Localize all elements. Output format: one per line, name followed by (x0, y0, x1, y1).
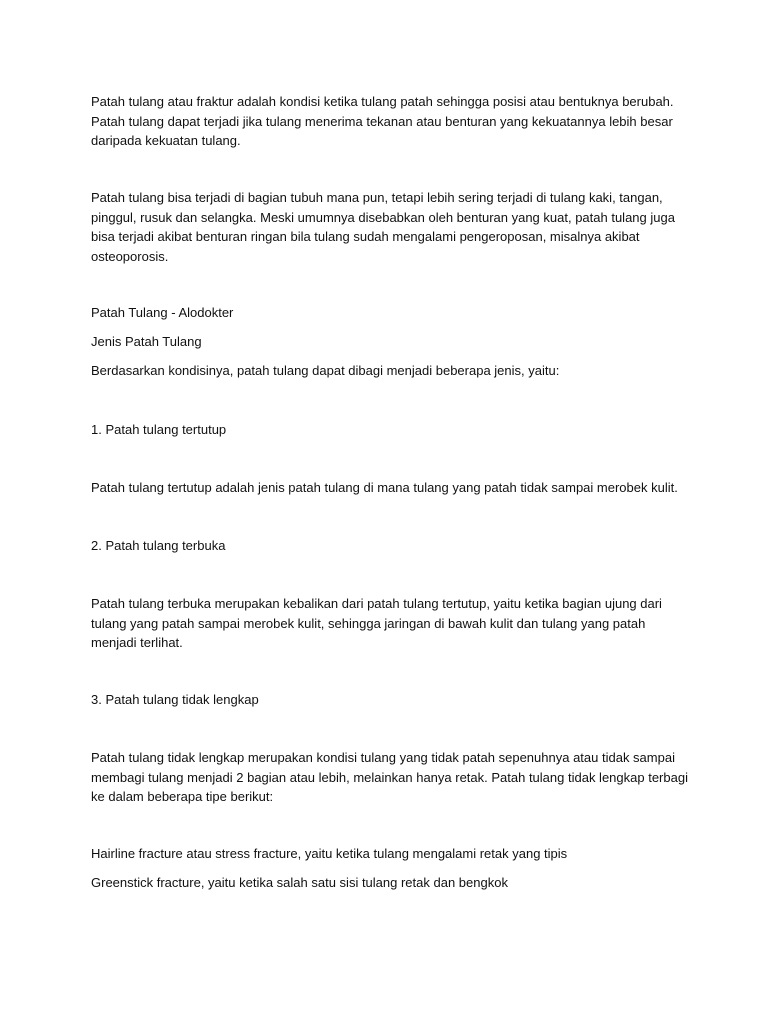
item3-title (91, 690, 691, 710)
text-line: membagi tulang menjadi 2 bagian atau lebih, melainkan hanya retak. Patah tulang tidak lengkap terbagi (91, 769, 688, 785)
text-line: 3. Patah tulang tidak lengkap (91, 692, 259, 707)
text-line: menjadi terlihat. (91, 635, 183, 650)
paragraph-intro (91, 92, 691, 151)
text-line: pinggul, rusuk dan selangka. Meski umumnya disebabkan oleh benturan yang kuat, patah tulang juga (91, 209, 675, 225)
text-line: daripada kekuatan tulang. (91, 133, 241, 148)
text-line: bisa terjadi akibat benturan ringan bila tulang sudah mengalami pengeroposan, misalnya akibat (91, 229, 640, 244)
text-line: Greenstick fracture, yaitu ketika salah satu sisi tulang retak dan bengkok (91, 875, 508, 890)
text-line: Patah tulang atau fraktur adalah kondisi ketika tulang patah sehingga posisi atau bentuknya berubah. (91, 94, 674, 109)
text-line: Patah tulang tidak lengkap merupakan kondisi tulang yang tidak patah sepenuhnya atau tidak sampai (91, 750, 675, 765)
text-line: 2. Patah tulang terbuka (91, 538, 226, 553)
paragraph-location (91, 188, 691, 266)
item3-desc (91, 748, 691, 807)
type-hairline (91, 844, 691, 864)
text-line: 1. Patah tulang tertutup (91, 422, 227, 437)
item2-desc (91, 594, 691, 653)
item1-desc (91, 478, 691, 498)
text-line: osteoporosis. (91, 248, 169, 264)
text-line: Patah tulang tertutup adalah jenis patah tulang di mana tulang yang patah tidak sampai merobek kulit. (91, 480, 678, 495)
text-line: Patah tulang bisa terjadi di bagian tubuh mana pun, tetapi lebih sering terjadi di tulang kaki, tangan, (91, 190, 663, 205)
text-line: Jenis Patah Tulang (91, 334, 202, 349)
type-greenstick (91, 873, 691, 893)
text-line: Patah tulang terbuka merupakan kebalikan dari patah tulang tertutup, yaitu ketika bagian ujung dari (91, 596, 662, 611)
text-line: Berdasarkan kondisinya, patah tulang dapat dibagi menjadi beberapa jenis, yaitu: (91, 363, 560, 378)
item2-title (91, 536, 691, 556)
source-line (91, 303, 691, 323)
item1-title (91, 420, 691, 440)
text-line: tulang yang patah sampai merobek kulit, sehingga jaringan di bawah kulit dan tulang yang patah (91, 615, 646, 631)
paragraph-intro-jenis (91, 361, 691, 381)
text-line: Patah Tulang - Alodokter (91, 305, 234, 320)
text-line: Hairline fracture atau stress fracture, yaitu ketika tulang mengalami retak yang tipis (91, 846, 568, 861)
heading-jenis (91, 332, 691, 352)
text-line: Patah tulang dapat terjadi jika tulang menerima tekanan atau benturan yang kekuatannya lebih besar (91, 113, 673, 129)
text-line: ke dalam beberapa tipe berikut: (91, 789, 274, 804)
